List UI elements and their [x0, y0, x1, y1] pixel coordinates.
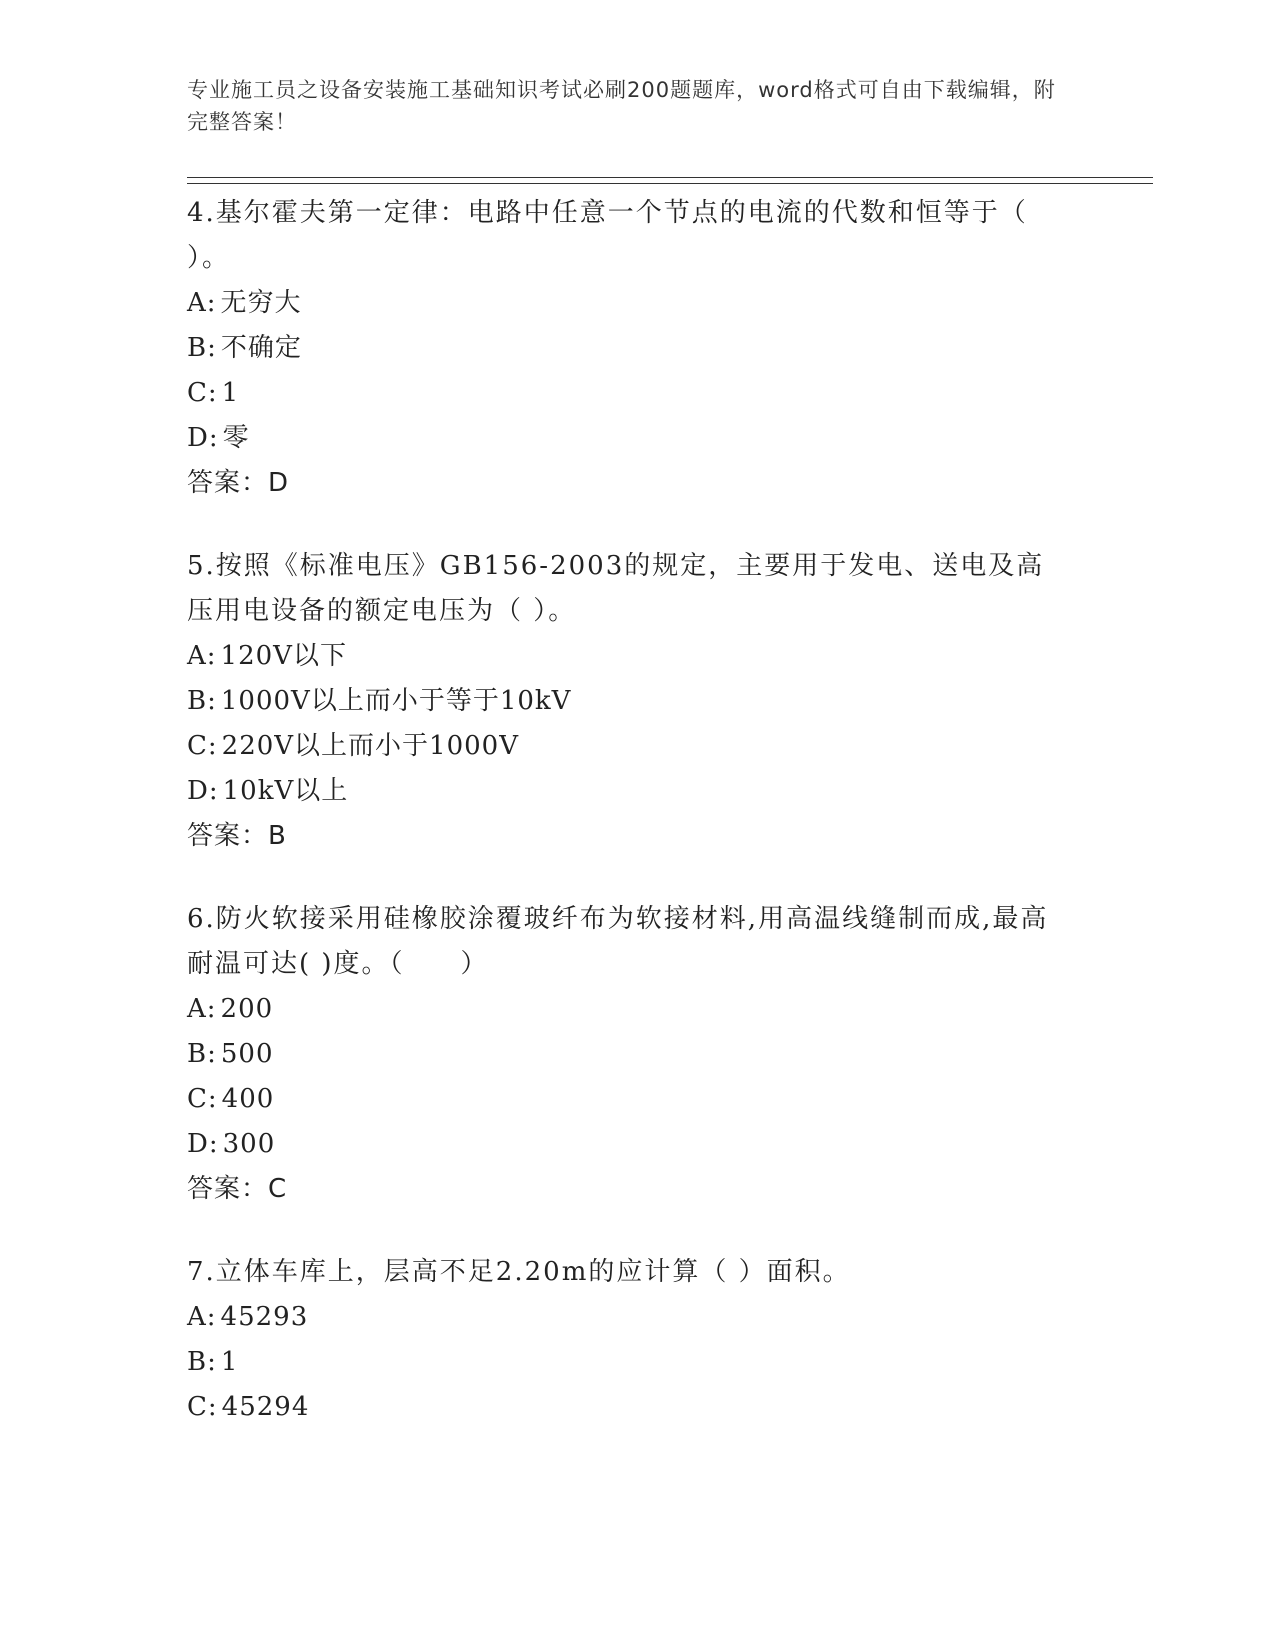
option-text: 零: [222, 423, 250, 453]
option-a: [187, 987, 1067, 1032]
option-d: [187, 1122, 1067, 1167]
option-letter: D:: [187, 423, 219, 453]
option-c: [187, 1077, 1067, 1122]
document-header: 专业施工员之设备安装施工基础知识考试必刷200题题库，word格式可自由下载编辑，附完整答案！: [187, 78, 1056, 134]
answer-label: 答案：C: [187, 1174, 288, 1204]
option-b: [187, 1032, 1067, 1077]
question-7: [187, 1250, 1067, 1430]
option-c: [187, 1385, 1067, 1430]
header-divider-top: [187, 177, 1153, 178]
option-c: [187, 371, 1067, 416]
answer-label: 答案：D: [187, 468, 290, 498]
option-b: [187, 1340, 1067, 1385]
option-text: 300: [222, 1129, 276, 1159]
option-letter: C:: [187, 1084, 218, 1114]
option-letter: A:: [187, 641, 217, 671]
option-letter: C:: [187, 1392, 218, 1422]
option-text: 不确定: [220, 333, 302, 363]
question-6: [187, 897, 1067, 1212]
option-letter: B:: [187, 1039, 217, 1069]
option-letter: B:: [187, 1347, 217, 1377]
option-text: 无穷大: [220, 288, 302, 318]
option-text: 500: [220, 1039, 274, 1069]
option-text: 10kV以上: [222, 776, 349, 806]
option-text: 200: [220, 994, 274, 1024]
option-letter: A:: [187, 288, 217, 318]
option-d: [187, 416, 1067, 461]
question-text: 4.基尔霍夫第一定律：电路中任意一个节点的电流的代数和恒等于（ ）。: [187, 198, 1028, 273]
option-text: 1: [220, 1347, 239, 1377]
option-text: 400: [221, 1084, 275, 1114]
option-text: 1: [221, 378, 240, 408]
option-b: [187, 326, 1067, 371]
option-a: [187, 634, 1067, 679]
option-text: 220V以上而小于1000V: [221, 731, 520, 761]
question-text: 7.立体车库上，层高不足2.20m的应计算（ ）面积。: [187, 1257, 851, 1287]
option-b: [187, 679, 1067, 724]
option-text: 45294: [221, 1392, 310, 1422]
option-letter: A:: [187, 994, 217, 1024]
option-letter: C:: [187, 731, 218, 761]
question-5: [187, 544, 1067, 859]
question-text: 6.防火软接采用硅橡胶涂覆玻纤布为软接材料,用高温线缝制而成,最高耐温可达( )度。（ ）: [187, 904, 1049, 979]
question-list: [187, 191, 1067, 1468]
option-a: [187, 1295, 1067, 1340]
option-letter: A:: [187, 1302, 217, 1332]
option-letter: C:: [187, 378, 218, 408]
option-letter: D:: [187, 1129, 219, 1159]
option-c: [187, 724, 1067, 769]
header-divider-bottom: [187, 183, 1153, 184]
option-d: [187, 769, 1067, 814]
option-letter: D:: [187, 776, 219, 806]
option-text: 45293: [220, 1302, 309, 1332]
question-4: [187, 191, 1067, 506]
question-text: 5.按照《标准电压》GB156-2003的规定，主要用于发电、送电及高压用电设备的额定电压为（ ）。: [187, 551, 1045, 626]
option-a: [187, 281, 1067, 326]
option-letter: B:: [187, 333, 217, 363]
answer-label: 答案：B: [187, 821, 287, 851]
option-letter: B:: [187, 686, 217, 716]
option-text: 1000V以上而小于等于10kV: [220, 686, 572, 716]
option-text: 120V以下: [220, 641, 347, 671]
